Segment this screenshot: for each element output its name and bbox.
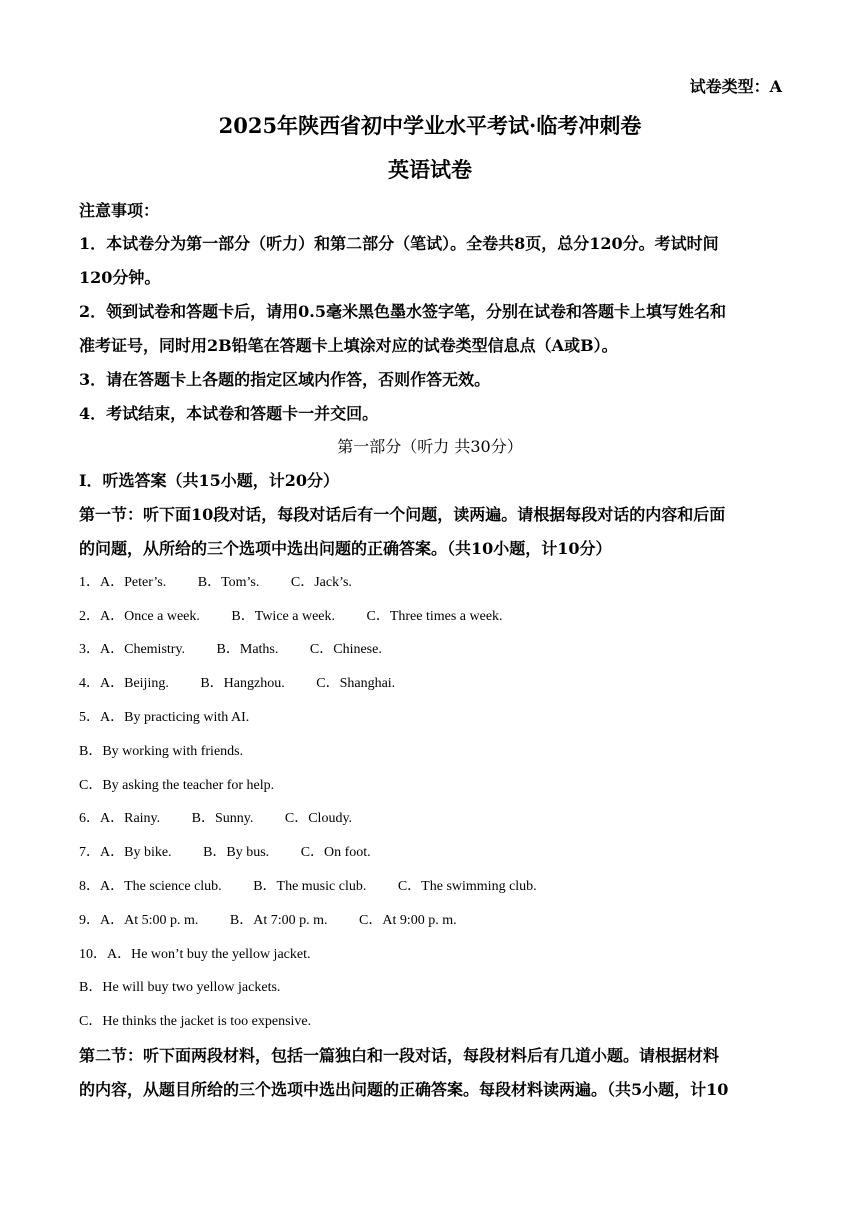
option-a: 7．A．By bike. xyxy=(79,845,172,860)
question-9 xyxy=(79,909,457,929)
question-2 xyxy=(79,605,503,625)
question-1 xyxy=(79,571,352,591)
option-a: 4．A．Beijing. xyxy=(79,676,169,691)
option-c: C．Cloudy. xyxy=(284,811,353,826)
question-4 xyxy=(79,672,395,692)
notice-item: 120分钟。 xyxy=(79,268,161,287)
paper-type-label: 试卷类型：A xyxy=(689,77,782,96)
option-b: B．Twice a week. xyxy=(231,609,335,624)
question-5-option-b: B．By working with friends. xyxy=(79,744,244,759)
option-c: C．At 9:00 p. m. xyxy=(359,913,457,928)
option-c: C．Jack’s. xyxy=(290,575,352,590)
option-a: 3．A．Chemistry. xyxy=(79,642,186,657)
exam-title: 2025年陕西省初中学业水平考试·临考冲刺卷 xyxy=(218,113,642,138)
question-3 xyxy=(79,638,382,658)
option-a: 1．A．Peter’s. xyxy=(79,575,167,590)
section2-intro: 的内容，从题目所给的三个选项中选出问题的正确答案。每段材料读两遍。（共5小题，计10 xyxy=(79,1080,729,1099)
question-5-option-a: 5．A．By practicing with AI. xyxy=(79,710,250,725)
option-c: C．Chinese. xyxy=(309,642,382,657)
section1-intro: 的问题，从所给的三个选项中选出问题的正确答案。（共10小题，计10分） xyxy=(79,539,612,558)
notice-heading: 注意事项： xyxy=(79,201,160,220)
option-a: 9．A．At 5:00 p. m. xyxy=(79,913,199,928)
option-b: B．Hangzhou. xyxy=(200,676,285,691)
section2-intro: 第二节：听下面两段材料，包括一篇独白和一段对话，每段材料后有几道小题。请根据材料 xyxy=(79,1046,720,1065)
question-10-option-b: B．He will buy two yellow jackets. xyxy=(79,980,281,995)
option-b: B．Sunny. xyxy=(191,811,254,826)
option-c: C．Shanghai. xyxy=(316,676,396,691)
notice-item: 1．本试卷分为第一部分（听力）和第二部分（笔试）。全卷共8页，总分120分。考试时间 xyxy=(79,234,719,253)
option-a: 2．A．Once a week. xyxy=(79,609,200,624)
option-b: B．Tom’s. xyxy=(197,575,260,590)
option-c: C．On foot. xyxy=(300,845,371,860)
option-a: 8．A．The science club. xyxy=(79,879,222,894)
question-5-option-c: C．By asking the teacher for help. xyxy=(79,778,275,793)
option-b: B．Maths. xyxy=(216,642,279,657)
option-b: B．The music club. xyxy=(253,879,367,894)
option-b: B．By bus. xyxy=(203,845,270,860)
exam-subtitle: 英语试卷 xyxy=(388,157,472,182)
notice-item: 3．请在答题卡上各题的指定区域内作答，否则作答无效。 xyxy=(79,370,491,389)
notice-item: 2．领到试卷和答题卡后，请用0.5毫米黑色墨水签字笔，分别在试卷和答题卡上填写姓名和 xyxy=(79,302,726,321)
notice-item: 4．考试结束，本试卷和答题卡一并交回。 xyxy=(79,404,379,423)
question-6 xyxy=(79,807,352,827)
part1-heading: 第一部分（听力 共30分） xyxy=(337,437,523,456)
option-a: 6．A．Rainy. xyxy=(79,811,161,826)
option-b: B．At 7:00 p. m. xyxy=(229,913,328,928)
question-10-option-c: C．He thinks the jacket is too expensive. xyxy=(79,1014,312,1029)
section1-intro: 第一节：听下面10段对话，每段对话后有一个问题，读两遍。请根据每段对话的内容和后面 xyxy=(79,505,726,524)
option-c: C．Three times a week. xyxy=(366,609,503,624)
option-c: C．The swimming club. xyxy=(397,879,537,894)
section1-title: Ⅰ．听选答案（共15小题，计20分） xyxy=(79,471,340,490)
question-7 xyxy=(79,841,371,861)
question-8 xyxy=(79,875,537,895)
notice-item: 准考证号，同时用2B铅笔在答题卡上填涂对应的试卷类型信息点（A或B）。 xyxy=(79,336,618,355)
question-10-option-a: 10．A．He won’t buy the yellow jacket. xyxy=(79,947,311,962)
